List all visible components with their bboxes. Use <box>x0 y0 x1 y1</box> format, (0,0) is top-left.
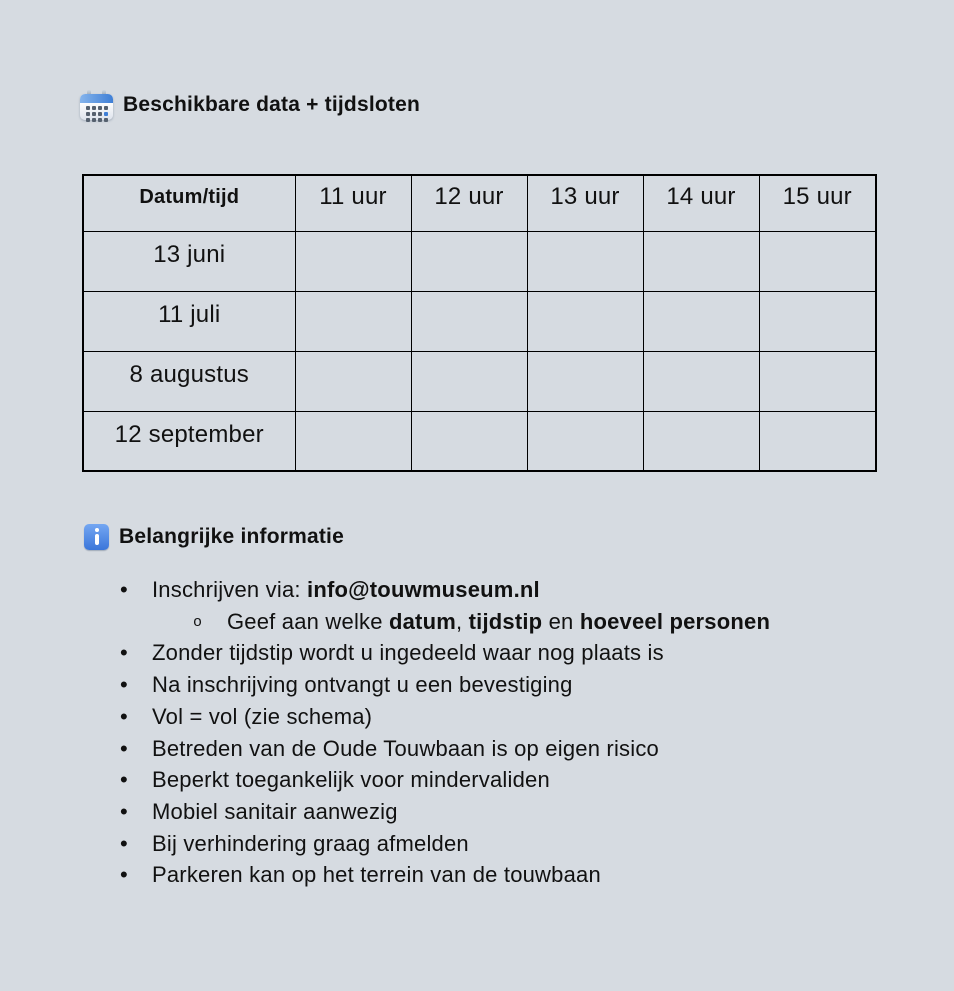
slot-cell <box>411 291 527 351</box>
slot-cell <box>759 291 876 351</box>
bullet-text: Beperkt toegankelijk voor mindervaliden <box>152 767 550 793</box>
calendar-icon <box>80 90 113 120</box>
bullet-text: Zonder tijdstip wordt u ingedeeld waar nog plaats is <box>152 640 664 666</box>
slot-cell <box>643 411 759 471</box>
row-label-date: 8 augustus <box>83 351 295 411</box>
schedule-section-heading <box>80 90 420 120</box>
row-label-date: 12 september <box>83 411 295 471</box>
table-row-13-juni <box>83 231 876 291</box>
email-address: info@touwmuseum.nl <box>307 577 540 602</box>
slot-cell <box>759 351 876 411</box>
bullet-marker: • <box>120 830 128 856</box>
bullet-marker: • <box>120 703 128 729</box>
bullet-zonder-tijdstip <box>118 637 898 669</box>
info-heading-text: Belangrijke informatie <box>119 525 344 548</box>
sub-bullet-geef-aan: o Geef aan welke datum, tijdstip en hoeveel personen <box>118 606 898 638</box>
bullet-marker: • <box>120 862 128 888</box>
bold-tijdstip: tijdstip <box>468 608 543 634</box>
slot-cell <box>295 351 411 411</box>
slot-cell <box>643 231 759 291</box>
column-header-14-uur: 14 uur <box>643 175 759 231</box>
slot-cell <box>411 231 527 291</box>
bullet-text: Mobiel sanitair aanwezig <box>152 798 398 824</box>
slot-cell <box>295 231 411 291</box>
slot-cell <box>759 411 876 471</box>
column-header-15-uur: 15 uur <box>759 175 876 231</box>
bullet-text: Geef aan welke <box>227 608 389 634</box>
bullet-text: Vol = vol (zie schema) <box>152 703 373 729</box>
bullet-marker: • <box>120 767 128 793</box>
table-header-row <box>83 175 876 231</box>
info-icon <box>84 524 109 550</box>
bullet-betreden-eigen-risico <box>118 733 898 765</box>
bullet-bij-verhindering <box>118 828 898 860</box>
bullet-text: Parkeren kan op het terrein van de touwbaan <box>152 862 601 888</box>
column-header-13-uur: 13 uur <box>527 175 643 231</box>
schedule-table <box>82 174 877 472</box>
bold-datum: datum <box>388 608 456 634</box>
bullet-inschrijven <box>118 574 898 606</box>
slot-cell <box>643 351 759 411</box>
bullet-marker: • <box>120 577 128 602</box>
bullet-text: Bij verhindering graag afmelden <box>152 830 469 856</box>
bullet-text: Na inschrijving ontvangt u een bevestiging <box>152 672 573 698</box>
slot-cell <box>295 411 411 471</box>
slot-cell <box>527 291 643 351</box>
slot-cell <box>411 411 527 471</box>
slot-cell <box>527 411 643 471</box>
slot-cell <box>411 351 527 411</box>
column-header-datum-tijd: Datum/tijd <box>83 175 295 231</box>
bullet-parkeren <box>118 859 898 891</box>
bullet-text: Betreden van de Oude Touwbaan is op eigen risico <box>152 735 659 761</box>
slot-cell <box>643 291 759 351</box>
slot-cell <box>527 231 643 291</box>
bullet-marker: • <box>120 735 128 761</box>
table-row-12-september <box>83 411 876 471</box>
slot-cell <box>759 231 876 291</box>
bullet-na-inschrijving <box>118 669 898 701</box>
bullet-text: Inschrijven via: <box>152 577 308 602</box>
bullet-mobiel-sanitair <box>118 796 898 828</box>
bullet-marker: • <box>120 798 128 824</box>
column-header-12-uur: 12 uur <box>411 175 527 231</box>
bullet-vol-is-vol <box>118 701 898 733</box>
info-section-heading <box>84 524 344 550</box>
sub-bullet-marker: o <box>193 613 203 631</box>
info-bullet-list <box>118 574 898 891</box>
table-row-11-juli <box>83 291 876 351</box>
row-label-date: 13 juni <box>83 231 295 291</box>
bold-hoeveel-personen: hoeveel personen <box>579 608 771 634</box>
bullet-marker: • <box>120 640 128 666</box>
table-row-8-augustus <box>83 351 876 411</box>
bullet-beperkt-toegankelijk <box>118 764 898 796</box>
column-header-11-uur: 11 uur <box>295 175 411 231</box>
bullet-marker: • <box>120 672 128 698</box>
slot-cell <box>527 351 643 411</box>
row-label-date: 11 juli <box>83 291 295 351</box>
schedule-heading-text: Beschikbare data + tijdsloten <box>123 93 420 116</box>
slot-cell <box>295 291 411 351</box>
